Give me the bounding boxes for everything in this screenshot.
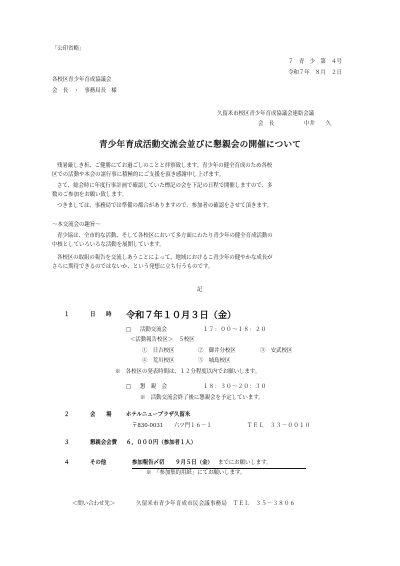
aim1-line2: 中核としていろいろな活動を展開しています。: [52, 242, 165, 248]
venue-name: ホテルニュープラザ久留米: [126, 412, 191, 418]
item4-number: ４: [64, 460, 70, 466]
school-4: ④ 荒川校区: [142, 358, 175, 364]
form-note: ※ 「参加集約用紙」にてお願いします。: [146, 470, 246, 476]
item2-number: ２: [64, 412, 70, 418]
document-title: 青少年育成活動交流会並びに懇親会の開催について: [98, 140, 302, 150]
aim-heading: ～本交流会の趣旨～: [52, 222, 101, 228]
para2-line1: さて、総会時に年度行事計画で確認していた標記の会を下記の日程で開催しますので、多: [57, 183, 273, 189]
event-date: 令和７年１０月３日（金）: [126, 310, 237, 321]
item2-label: 会 場: [90, 412, 112, 418]
document-date: 令和７年 ８月 ２日: [288, 70, 342, 76]
presenters-label: ＜活動報告校区＞ ５校区: [130, 337, 195, 343]
party-note: ※ 活動交流会終了後に懇親会を予定しています。: [140, 395, 264, 401]
exchange-label: 活動交流会: [140, 327, 167, 333]
contact-label: ＜問い合わせ先＞: [72, 501, 116, 507]
school-2: ② 御井分校区: [198, 348, 236, 354]
aim2-line1: 各校区の取組の報告を交流しあうことによって、地域におけるこ青少年の健やかな成長が: [57, 255, 273, 261]
aim2-line2: さらに期待できるのではないか、という発想に立ち行うものです。: [52, 264, 214, 270]
sender-title: 会 長: [258, 121, 275, 127]
deadline-text: 参加報告〆切 ９月５日（金）: [132, 460, 213, 466]
presentation-note: ※ 各校区の発表時間は、１２分程度以内でお願いします。: [115, 369, 261, 375]
item3-label: 懇親会会費: [90, 440, 117, 446]
document-number: ７ 青 少 第 ４号: [288, 59, 342, 65]
sender-org: 久留米市校区青少年育成協議会連絡会議: [217, 111, 315, 117]
ki-marker: 記: [197, 287, 203, 293]
item1-label: 日 時: [90, 312, 112, 318]
item1-number: １: [64, 312, 70, 318]
contact-value: 久留米市青少年育成市民会議事務局 ＴＥＬ ３５－３８０６: [136, 501, 296, 507]
exchange-time: １７：００～１８：２０: [203, 327, 267, 333]
school-5: ⑤ 城島校区: [198, 358, 231, 364]
recipient-org: 各校区青少年育成協議会: [52, 77, 112, 83]
para3-line1: つきましては、事務局では準備の都合がありますので、参加者の確認をさせて頂きます。: [57, 203, 273, 209]
deadline-tail: までにお願いします。: [218, 460, 272, 466]
item4-label: その他: [90, 460, 107, 466]
party-time: １８：３０～２０：３０: [203, 384, 267, 390]
exchange-checkbox: □: [126, 327, 132, 333]
para2-line2: 数のご参加をお願い致します。: [52, 192, 128, 198]
fee-value: ６，０００円（参加者１人）: [126, 440, 197, 446]
deadline-underline: [132, 468, 306, 469]
stamp-note: 「公印省略」: [52, 46, 85, 52]
para1-line1: 残暑厳しき折、ご健勝にてお過ごしのことと拝察致します。青少年の健全育成のため各校: [57, 163, 273, 169]
party-checkbox: □: [126, 384, 132, 390]
sender-name: 中井 久: [304, 121, 331, 127]
party-label: 懇 親 会: [140, 384, 167, 390]
venue-tel: ＴＥＬ ３３－００１０: [247, 423, 311, 429]
venue-address: 〒830-0031 六ツ門１６－１: [132, 423, 212, 429]
para1-line2: 区での活動や本会の諸行事に積極的にご支援を頂き感謝申し上げます。: [52, 172, 225, 178]
school-3: ③ 安武校区: [260, 348, 293, 354]
aim1-line1: 青少協は、全市的な活動、そして各校区において多方面にわたり青少年の健全育成活動の: [57, 233, 273, 239]
item3-number: ３: [64, 440, 70, 446]
recipient-titles: 会 長 ・ 事務局長 様: [52, 88, 117, 94]
school-1: ① 日吉校区: [142, 348, 175, 354]
